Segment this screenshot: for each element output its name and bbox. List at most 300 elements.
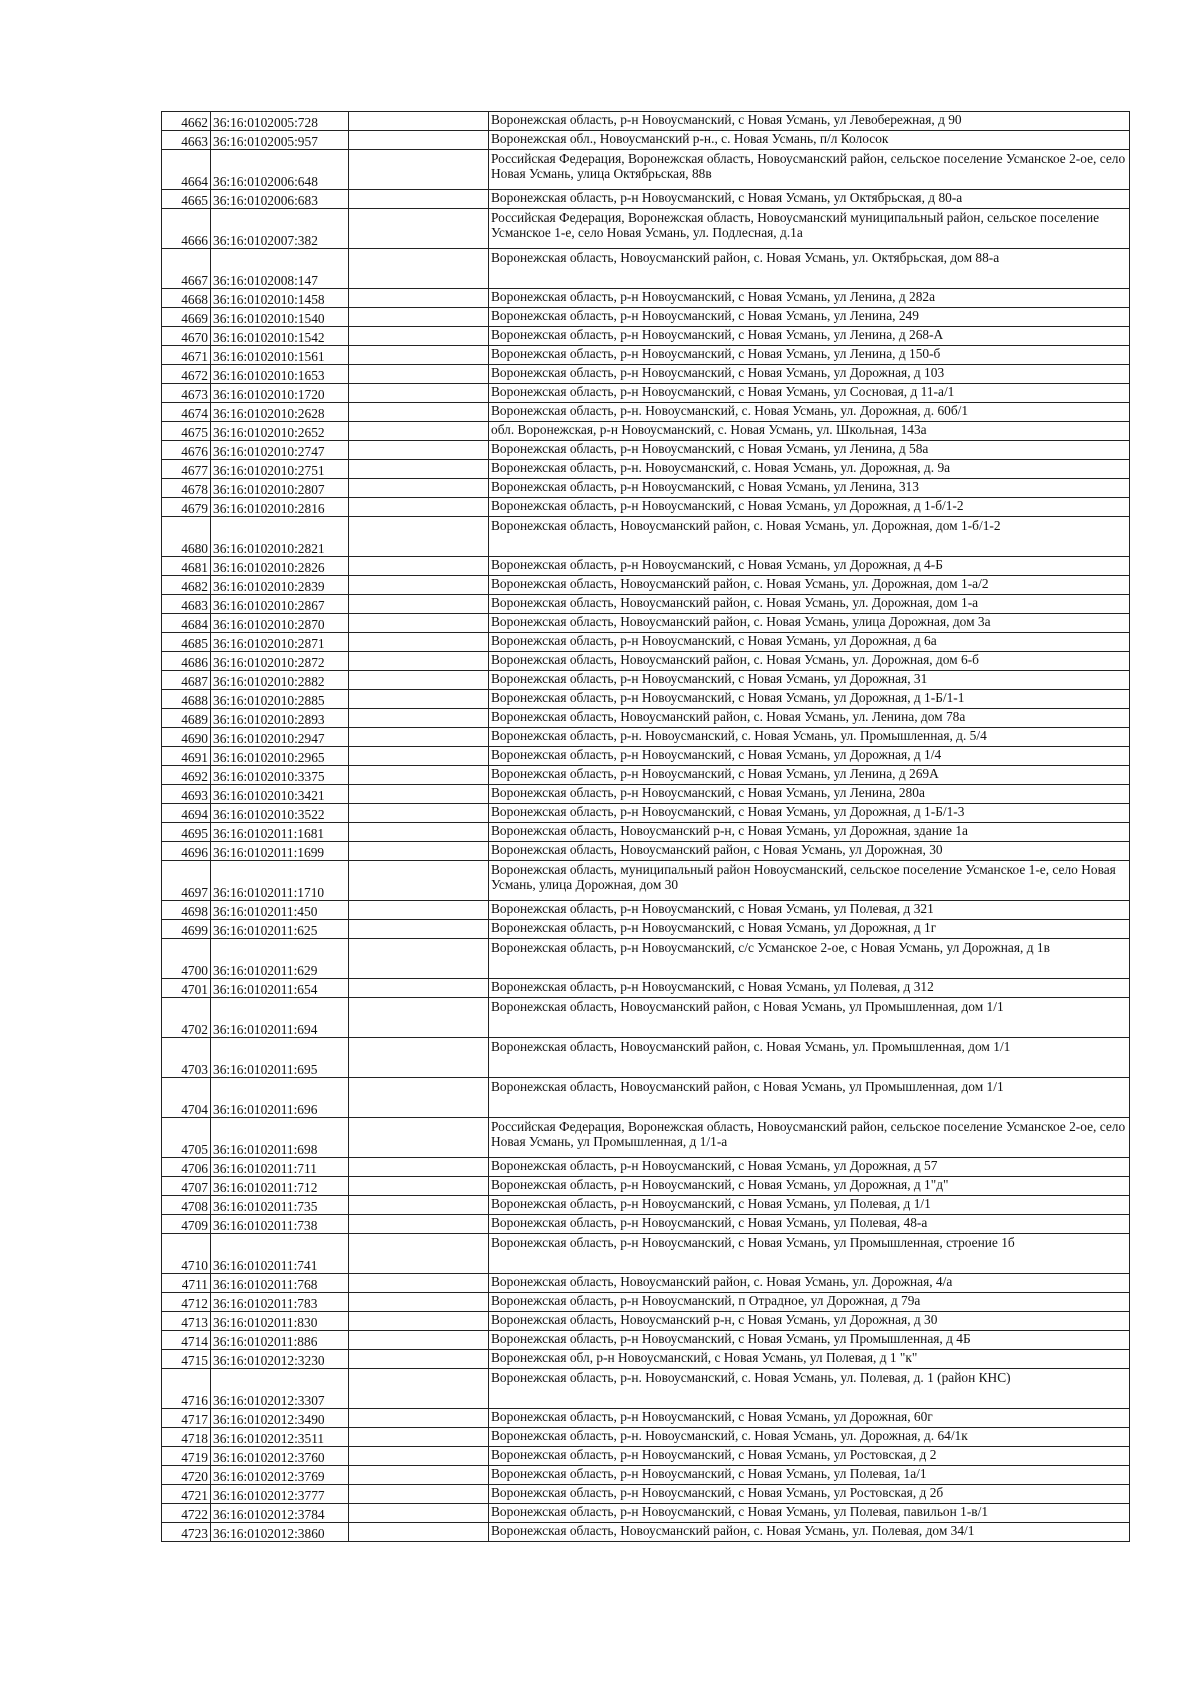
row-number-cell: 4722	[162, 1504, 211, 1523]
row-number-cell: 4697	[162, 861, 211, 901]
cadastral-number-cell: 36:16:0102010:2947	[211, 728, 349, 747]
empty-cell	[349, 861, 489, 901]
address-cell: Воронежская область, р-н. Новоусманский, с. Новая Усмань, ул. Дорожная, д. 64/1к	[489, 1428, 1130, 1447]
address-cell: Воронежская обл, р-н Новоусманский, с Новая Усмань, ул Полевая, д 1 "к"	[489, 1350, 1130, 1369]
cadastral-number-cell: 36:16:0102010:3421	[211, 785, 349, 804]
cadastral-number-cell: 36:16:0102010:1720	[211, 384, 349, 403]
row-number-cell: 4710	[162, 1234, 211, 1274]
cadastral-number-cell: 36:16:0102010:2893	[211, 709, 349, 728]
row-number-cell: 4715	[162, 1350, 211, 1369]
address-cell: Воронежская обл., Новоусманский р-н., с. Новая Усмань, п/л Колосок	[489, 131, 1130, 150]
address-cell: Воронежская область, Новоусманский район, с. Новая Усмань, улица Дорожная, дом 3а	[489, 614, 1130, 633]
empty-cell	[349, 998, 489, 1038]
cadastral-number-cell: 36:16:0102010:2871	[211, 633, 349, 652]
table-row	[162, 384, 1130, 403]
cadastral-number-cell: 36:16:0102010:2839	[211, 576, 349, 595]
table-row	[162, 1504, 1130, 1523]
table-row	[162, 308, 1130, 327]
table-row	[162, 209, 1130, 249]
address-cell: Воронежская область, р-н Новоусманский, с/с Усманское 2-ое, с Новая Усмань, ул Дорожная, д 1в	[489, 939, 1130, 979]
address-cell: Воронежская область, р-н Новоусманский, с Новая Усмань, ул Дорожная, д 1г	[489, 920, 1130, 939]
cadastral-number-cell: 36:16:0102010:2816	[211, 498, 349, 517]
empty-cell	[349, 1504, 489, 1523]
row-number-cell: 4672	[162, 365, 211, 384]
cadastral-number-cell: 36:16:0102011:830	[211, 1312, 349, 1331]
address-cell: Воронежская область, р-н Новоусманский, с Новая Усмань, ул Ленина, д 282а	[489, 289, 1130, 308]
row-number-cell: 4679	[162, 498, 211, 517]
address-cell: Воронежская область, р-н. Новоусманский, с. Новая Усмань, ул. Дорожная, д. 60б/1	[489, 403, 1130, 422]
address-cell: Воронежская область, р-н Новоусманский, с Новая Усмань, ул Ленина, 249	[489, 308, 1130, 327]
table-row	[162, 249, 1130, 289]
row-number-cell: 4699	[162, 920, 211, 939]
cadastral-number-cell: 36:16:0102010:1653	[211, 365, 349, 384]
row-number-cell: 4692	[162, 766, 211, 785]
empty-cell	[349, 150, 489, 190]
cadastral-number-cell: 36:16:0102011:735	[211, 1196, 349, 1215]
empty-cell	[349, 557, 489, 576]
empty-cell	[349, 112, 489, 131]
table-row	[162, 1350, 1130, 1369]
row-number-cell: 4671	[162, 346, 211, 365]
row-number-cell: 4700	[162, 939, 211, 979]
empty-cell	[349, 1177, 489, 1196]
table-row	[162, 1428, 1130, 1447]
row-number-cell: 4720	[162, 1466, 211, 1485]
cadastral-number-cell: 36:16:0102005:957	[211, 131, 349, 150]
empty-cell	[349, 1428, 489, 1447]
cadastral-number-cell: 36:16:0102008:147	[211, 249, 349, 289]
cadastral-number-cell: 36:16:0102011:625	[211, 920, 349, 939]
table-row	[162, 920, 1130, 939]
row-number-cell: 4693	[162, 785, 211, 804]
address-cell: Воронежская область, р-н Новоусманский, с Новая Усмань, ул Полевая, 48-а	[489, 1215, 1130, 1234]
address-cell: Российская Федерация, Воронежская область, Новоусманский район, сельское поселение Усманское 2-ое, село Новая Усмань, ул Промышленная, д 1/1-а	[489, 1118, 1130, 1158]
cadastral-number-cell: 36:16:0102006:683	[211, 190, 349, 209]
row-number-cell: 4663	[162, 131, 211, 150]
empty-cell	[349, 1158, 489, 1177]
cadastral-number-cell: 36:16:0102011:654	[211, 979, 349, 998]
table-row	[162, 901, 1130, 920]
empty-cell	[349, 614, 489, 633]
address-cell: Воронежская область, р-н Новоусманский, с Новая Усмань, ул Дорожная, д 103	[489, 365, 1130, 384]
row-number-cell: 4668	[162, 289, 211, 308]
cadastral-number-cell: 36:16:0102010:2628	[211, 403, 349, 422]
row-number-cell: 4682	[162, 576, 211, 595]
table-row	[162, 1177, 1130, 1196]
address-cell: Воронежская область, р-н Новоусманский, с Новая Усмань, ул Сосновая, д 11-а/1	[489, 384, 1130, 403]
address-cell: Воронежская область, р-н Новоусманский, с Новая Усмань, ул Ленина, 313	[489, 479, 1130, 498]
empty-cell	[349, 728, 489, 747]
row-number-cell: 4706	[162, 1158, 211, 1177]
table-row	[162, 403, 1130, 422]
row-number-cell: 4705	[162, 1118, 211, 1158]
table-row	[162, 709, 1130, 728]
row-number-cell: 4719	[162, 1447, 211, 1466]
empty-cell	[349, 365, 489, 384]
empty-cell	[349, 479, 489, 498]
empty-cell	[349, 441, 489, 460]
cadastral-number-cell: 36:16:0102010:2747	[211, 441, 349, 460]
empty-cell	[349, 384, 489, 403]
table-row	[162, 365, 1130, 384]
cadastral-number-cell: 36:16:0102011:1699	[211, 842, 349, 861]
table-row	[162, 1078, 1130, 1118]
row-number-cell: 4673	[162, 384, 211, 403]
table-row	[162, 747, 1130, 766]
address-cell: Воронежская область, р-н Новоусманский, с Новая Усмань, ул Дорожная, д 4-Б	[489, 557, 1130, 576]
empty-cell	[349, 690, 489, 709]
cadastral-number-cell: 36:16:0102006:648	[211, 150, 349, 190]
table-row	[162, 1409, 1130, 1428]
table-row	[162, 785, 1130, 804]
empty-cell	[349, 327, 489, 346]
table-row	[162, 517, 1130, 557]
row-number-cell: 4689	[162, 709, 211, 728]
empty-cell	[349, 785, 489, 804]
cadastral-number-cell: 36:16:0102012:3307	[211, 1369, 349, 1409]
address-cell: Воронежская область, Новоусманский район, с. Новая Усмань, ул. Промышленная, дом 1/1	[489, 1038, 1130, 1078]
empty-cell	[349, 498, 489, 517]
empty-cell	[349, 1234, 489, 1274]
address-cell: Воронежская область, р-н Новоусманский, с Новая Усмань, ул Ростовская, д 2	[489, 1447, 1130, 1466]
row-number-cell: 4665	[162, 190, 211, 209]
empty-cell	[349, 1409, 489, 1428]
table-row	[162, 346, 1130, 365]
empty-cell	[349, 709, 489, 728]
empty-cell	[349, 804, 489, 823]
table-row	[162, 498, 1130, 517]
row-number-cell: 4691	[162, 747, 211, 766]
address-cell: Воронежская область, р-н Новоусманский, с Новая Усмань, ул Ростовская, д 2б	[489, 1485, 1130, 1504]
table-row	[162, 1038, 1130, 1078]
row-number-cell: 4696	[162, 842, 211, 861]
empty-cell	[349, 823, 489, 842]
cadastral-number-cell: 36:16:0102010:2867	[211, 595, 349, 614]
address-cell: Воронежская область, р-н Новоусманский, с Новая Усмань, ул Полевая, павильон 1-в/1	[489, 1504, 1130, 1523]
table-row	[162, 1312, 1130, 1331]
table-row	[162, 327, 1130, 346]
row-number-cell: 4709	[162, 1215, 211, 1234]
cadastral-number-cell: 36:16:0102010:2872	[211, 652, 349, 671]
cadastral-number-cell: 36:16:0102010:2821	[211, 517, 349, 557]
table-row	[162, 842, 1130, 861]
empty-cell	[349, 209, 489, 249]
cadastral-number-cell: 36:16:0102011:698	[211, 1118, 349, 1158]
empty-cell	[349, 1312, 489, 1331]
row-number-cell: 4683	[162, 595, 211, 614]
address-cell: Воронежская область, р-н Новоусманский, с Новая Усмань, ул Дорожная, д 1-Б/1-3	[489, 804, 1130, 823]
table-row	[162, 979, 1130, 998]
table-row	[162, 131, 1130, 150]
address-cell: Воронежская область, Новоусманский район, с Новая Усмань, ул Промышленная, дом 1/1	[489, 1078, 1130, 1118]
empty-cell	[349, 1293, 489, 1312]
empty-cell	[349, 308, 489, 327]
cadastral-number-cell: 36:16:0102010:2965	[211, 747, 349, 766]
cadastral-number-cell: 36:16:0102010:2826	[211, 557, 349, 576]
address-cell: Воронежская область, р-н Новоусманский, с Новая Усмань, ул Полевая, 1а/1	[489, 1466, 1130, 1485]
empty-cell	[349, 1196, 489, 1215]
address-cell: Воронежская область, р-н Новоусманский, с Новая Усмань, ул Ленина, 280а	[489, 785, 1130, 804]
address-cell: Воронежская область, Новоусманский район, с. Новая Усмань, ул. Ленина, дом 78а	[489, 709, 1130, 728]
empty-cell	[349, 1215, 489, 1234]
cadastral-number-cell: 36:16:0102007:382	[211, 209, 349, 249]
table-row	[162, 1293, 1130, 1312]
empty-cell	[349, 1485, 489, 1504]
cadastral-number-cell: 36:16:0102012:3784	[211, 1504, 349, 1523]
land-plot-table	[161, 111, 1130, 1542]
land-plot-table-body	[162, 112, 1130, 1542]
address-cell: Воронежская область, р-н Новоусманский, с Новая Усмань, ул Полевая, д 312	[489, 979, 1130, 998]
row-number-cell: 4670	[162, 327, 211, 346]
empty-cell	[349, 403, 489, 422]
address-cell: Российская Федерация, Воронежская область, Новоусманский район, сельское поселение Усманское 2-ое, село Новая Усмань, улица Октябрьская, 88в	[489, 150, 1130, 190]
cadastral-number-cell: 36:16:0102012:3860	[211, 1523, 349, 1542]
cadastral-number-cell: 36:16:0102012:3760	[211, 1447, 349, 1466]
table-row	[162, 595, 1130, 614]
cadastral-number-cell: 36:16:0102010:1561	[211, 346, 349, 365]
table-row	[162, 861, 1130, 901]
row-number-cell: 4685	[162, 633, 211, 652]
address-cell: Воронежская область, р-н Новоусманский, с Новая Усмань, ул Дорожная, д 1-б/1-2	[489, 498, 1130, 517]
cadastral-number-cell: 36:16:0102011:450	[211, 901, 349, 920]
empty-cell	[349, 576, 489, 595]
cadastral-number-cell: 36:16:0102012:3777	[211, 1485, 349, 1504]
table-row	[162, 690, 1130, 709]
cadastral-number-cell: 36:16:0102005:728	[211, 112, 349, 131]
table-row	[162, 1523, 1130, 1542]
empty-cell	[349, 747, 489, 766]
table-row	[162, 441, 1130, 460]
cadastral-number-cell: 36:16:0102010:1540	[211, 308, 349, 327]
cadastral-number-cell: 36:16:0102010:1458	[211, 289, 349, 308]
row-number-cell: 4678	[162, 479, 211, 498]
table-row	[162, 1118, 1130, 1158]
address-cell: Воронежская область, р-н Новоусманский, с Новая Усмань, ул Ленина, д 150-б	[489, 346, 1130, 365]
table-row	[162, 766, 1130, 785]
empty-cell	[349, 979, 489, 998]
cadastral-number-cell: 36:16:0102012:3511	[211, 1428, 349, 1447]
cadastral-number-cell: 36:16:0102010:2882	[211, 671, 349, 690]
row-number-cell: 4690	[162, 728, 211, 747]
empty-cell	[349, 249, 489, 289]
address-cell: Воронежская область, р-н Новоусманский, с Новая Усмань, ул Дорожная, д 1"д"	[489, 1177, 1130, 1196]
empty-cell	[349, 517, 489, 557]
table-row	[162, 728, 1130, 747]
cadastral-number-cell: 36:16:0102011:694	[211, 998, 349, 1038]
row-number-cell: 4676	[162, 441, 211, 460]
address-cell: Воронежская область, р-н Новоусманский, с Новая Усмань, ул Левобережная, д 90	[489, 112, 1130, 131]
address-cell: Воронежская область, р-н Новоусманский, с Новая Усмань, ул Полевая, д 1/1	[489, 1196, 1130, 1215]
row-number-cell: 4684	[162, 614, 211, 633]
row-number-cell: 4701	[162, 979, 211, 998]
row-number-cell: 4674	[162, 403, 211, 422]
cadastral-number-cell: 36:16:0102011:783	[211, 1293, 349, 1312]
empty-cell	[349, 1118, 489, 1158]
cadastral-number-cell: 36:16:0102011:712	[211, 1177, 349, 1196]
table-row	[162, 1196, 1130, 1215]
empty-cell	[349, 190, 489, 209]
table-row	[162, 112, 1130, 131]
address-cell: Воронежская область, муниципальный район Новоусманский, сельское поселение Усманское 1-е, село Новая Усмань, улица Дорожная, дом 30	[489, 861, 1130, 901]
table-row	[162, 1485, 1130, 1504]
address-cell: Воронежская область, Новоусманский район, с Новая Усмань, ул Промышленная, дом 1/1	[489, 998, 1130, 1038]
table-row	[162, 633, 1130, 652]
address-cell: Воронежская область, Новоусманский р-н, с Новая Усмань, ул Дорожная, здание 1а	[489, 823, 1130, 842]
row-number-cell: 4698	[162, 901, 211, 920]
table-row	[162, 460, 1130, 479]
address-cell: Воронежская область, р-н Новоусманский, с Новая Усмань, ул Дорожная, 31	[489, 671, 1130, 690]
empty-cell	[349, 1274, 489, 1293]
row-number-cell: 4714	[162, 1331, 211, 1350]
row-number-cell: 4721	[162, 1485, 211, 1504]
address-cell: Воронежская область, р-н Новоусманский, с Новая Усмань, ул Промышленная, д 4Б	[489, 1331, 1130, 1350]
empty-cell	[349, 1447, 489, 1466]
table-row	[162, 479, 1130, 498]
address-cell: Воронежская область, Новоусманский район, с. Новая Усмань, ул. Дорожная, дом 1-б/1-2	[489, 517, 1130, 557]
empty-cell	[349, 1078, 489, 1118]
empty-cell	[349, 633, 489, 652]
row-number-cell: 4716	[162, 1369, 211, 1409]
address-cell: Воронежская область, р-н Новоусманский, п Отрадное, ул Дорожная, д 79а	[489, 1293, 1130, 1312]
cadastral-number-cell: 36:16:0102010:3375	[211, 766, 349, 785]
table-row	[162, 150, 1130, 190]
cadastral-number-cell: 36:16:0102011:1710	[211, 861, 349, 901]
table-row	[162, 1466, 1130, 1485]
empty-cell	[349, 346, 489, 365]
address-cell: Воронежская область, р-н Новоусманский, с Новая Усмань, ул Ленина, д 268-А	[489, 327, 1130, 346]
row-number-cell: 4681	[162, 557, 211, 576]
table-row	[162, 1274, 1130, 1293]
cadastral-number-cell: 36:16:0102010:2751	[211, 460, 349, 479]
row-number-cell: 4677	[162, 460, 211, 479]
cadastral-number-cell: 36:16:0102012:3490	[211, 1409, 349, 1428]
row-number-cell: 4695	[162, 823, 211, 842]
row-number-cell: 4704	[162, 1078, 211, 1118]
cadastral-number-cell: 36:16:0102011:738	[211, 1215, 349, 1234]
table-row	[162, 652, 1130, 671]
row-number-cell: 4686	[162, 652, 211, 671]
table-row	[162, 1447, 1130, 1466]
empty-cell	[349, 1331, 489, 1350]
row-number-cell: 4712	[162, 1293, 211, 1312]
address-cell: Воронежская область, р-н Новоусманский, с Новая Усмань, ул Дорожная, д 6а	[489, 633, 1130, 652]
row-number-cell: 4713	[162, 1312, 211, 1331]
address-cell: Воронежская область, р-н Новоусманский, с Новая Усмань, ул Полевая, д 321	[489, 901, 1130, 920]
cadastral-number-cell: 36:16:0102011:886	[211, 1331, 349, 1350]
row-number-cell: 4707	[162, 1177, 211, 1196]
address-cell: Воронежская область, р-н Новоусманский, с Новая Усмань, ул Промышленная, строение 1б	[489, 1234, 1130, 1274]
address-cell: Воронежская область, р-н Новоусманский, с Новая Усмань, ул Дорожная, д 57	[489, 1158, 1130, 1177]
address-cell: Воронежская область, Новоусманский район, с. Новая Усмань, ул. Дорожная, 4/а	[489, 1274, 1130, 1293]
empty-cell	[349, 842, 489, 861]
table-row	[162, 576, 1130, 595]
row-number-cell: 4711	[162, 1274, 211, 1293]
cadastral-number-cell: 36:16:0102010:2652	[211, 422, 349, 441]
cadastral-number-cell: 36:16:0102010:2870	[211, 614, 349, 633]
address-cell: обл. Воронежская, р-н Новоусманский, с. Новая Усмань, ул. Школьная, 143а	[489, 422, 1130, 441]
empty-cell	[349, 901, 489, 920]
row-number-cell: 4666	[162, 209, 211, 249]
row-number-cell: 4680	[162, 517, 211, 557]
row-number-cell: 4702	[162, 998, 211, 1038]
row-number-cell: 4688	[162, 690, 211, 709]
address-cell: Российская Федерация, Воронежская область, Новоусманский муниципальный район, сельское поселение Усманское 1-е, село Новая Усмань, ул. Подлесная, д.1а	[489, 209, 1130, 249]
cadastral-number-cell: 36:16:0102011:695	[211, 1038, 349, 1078]
row-number-cell: 4667	[162, 249, 211, 289]
table-row	[162, 557, 1130, 576]
address-cell: Воронежская область, р-н Новоусманский, с Новая Усмань, ул Дорожная, д 1-Б/1-1	[489, 690, 1130, 709]
table-row	[162, 1234, 1130, 1274]
table-row	[162, 1215, 1130, 1234]
row-number-cell: 4669	[162, 308, 211, 327]
empty-cell	[349, 422, 489, 441]
address-cell: Воронежская область, Новоусманский район, с. Новая Усмань, ул. Дорожная, дом 1-а	[489, 595, 1130, 614]
row-number-cell: 4675	[162, 422, 211, 441]
cadastral-number-cell: 36:16:0102011:768	[211, 1274, 349, 1293]
cadastral-number-cell: 36:16:0102010:3522	[211, 804, 349, 823]
table-row	[162, 823, 1130, 842]
cadastral-number-cell: 36:16:0102012:3769	[211, 1466, 349, 1485]
table-row	[162, 1158, 1130, 1177]
empty-cell	[349, 595, 489, 614]
address-cell: Воронежская область, р-н Новоусманский, с Новая Усмань, ул Октябрьская, д 80-а	[489, 190, 1130, 209]
table-row	[162, 939, 1130, 979]
row-number-cell: 4708	[162, 1196, 211, 1215]
table-row	[162, 998, 1130, 1038]
address-cell: Воронежская область, Новоусманский район, с. Новая Усмань, ул. Дорожная, дом 1-а/2	[489, 576, 1130, 595]
address-cell: Воронежская область, Новоусманский район, с. Новая Усмань, ул. Октябрьская, дом 88-а	[489, 249, 1130, 289]
cadastral-number-cell: 36:16:0102010:2807	[211, 479, 349, 498]
address-cell: Воронежская область, р-н. Новоусманский, с. Новая Усмань, ул. Дорожная, д. 9а	[489, 460, 1130, 479]
address-cell: Воронежская область, Новоусманский район, с Новая Усмань, ул Дорожная, 30	[489, 842, 1130, 861]
address-cell: Воронежская область, р-н Новоусманский, с Новая Усмань, ул Дорожная, 60г	[489, 1409, 1130, 1428]
empty-cell	[349, 131, 489, 150]
empty-cell	[349, 1350, 489, 1369]
cadastral-number-cell: 36:16:0102011:696	[211, 1078, 349, 1118]
table-row	[162, 190, 1130, 209]
table-row	[162, 614, 1130, 633]
table-row	[162, 289, 1130, 308]
row-number-cell: 4662	[162, 112, 211, 131]
cadastral-number-cell: 36:16:0102012:3230	[211, 1350, 349, 1369]
empty-cell	[349, 671, 489, 690]
cadastral-number-cell: 36:16:0102011:629	[211, 939, 349, 979]
empty-cell	[349, 920, 489, 939]
cadastral-number-cell: 36:16:0102011:741	[211, 1234, 349, 1274]
row-number-cell: 4717	[162, 1409, 211, 1428]
empty-cell	[349, 460, 489, 479]
address-cell: Воронежская область, р-н Новоусманский, с Новая Усмань, ул Ленина, д 58а	[489, 441, 1130, 460]
table-row	[162, 1369, 1130, 1409]
row-number-cell: 4723	[162, 1523, 211, 1542]
address-cell: Воронежская область, Новоусманский р-н, с Новая Усмань, ул Дорожная, д 30	[489, 1312, 1130, 1331]
table-row	[162, 671, 1130, 690]
address-cell: Воронежская область, р-н Новоусманский, с Новая Усмань, ул Ленина, д 269А	[489, 766, 1130, 785]
address-cell: Воронежская область, Новоусманский район, с. Новая Усмань, ул. Дорожная, дом 6-б	[489, 652, 1130, 671]
table-row	[162, 804, 1130, 823]
empty-cell	[349, 766, 489, 785]
row-number-cell: 4718	[162, 1428, 211, 1447]
cadastral-number-cell: 36:16:0102010:1542	[211, 327, 349, 346]
table-row	[162, 1331, 1130, 1350]
empty-cell	[349, 289, 489, 308]
address-cell: Воронежская область, р-н Новоусманский, с Новая Усмань, ул Дорожная, д 1/4	[489, 747, 1130, 766]
empty-cell	[349, 939, 489, 979]
table-row	[162, 422, 1130, 441]
empty-cell	[349, 652, 489, 671]
empty-cell	[349, 1038, 489, 1078]
address-cell: Воронежская область, Новоусманский район, с. Новая Усмань, ул. Полевая, дом 34/1	[489, 1523, 1130, 1542]
